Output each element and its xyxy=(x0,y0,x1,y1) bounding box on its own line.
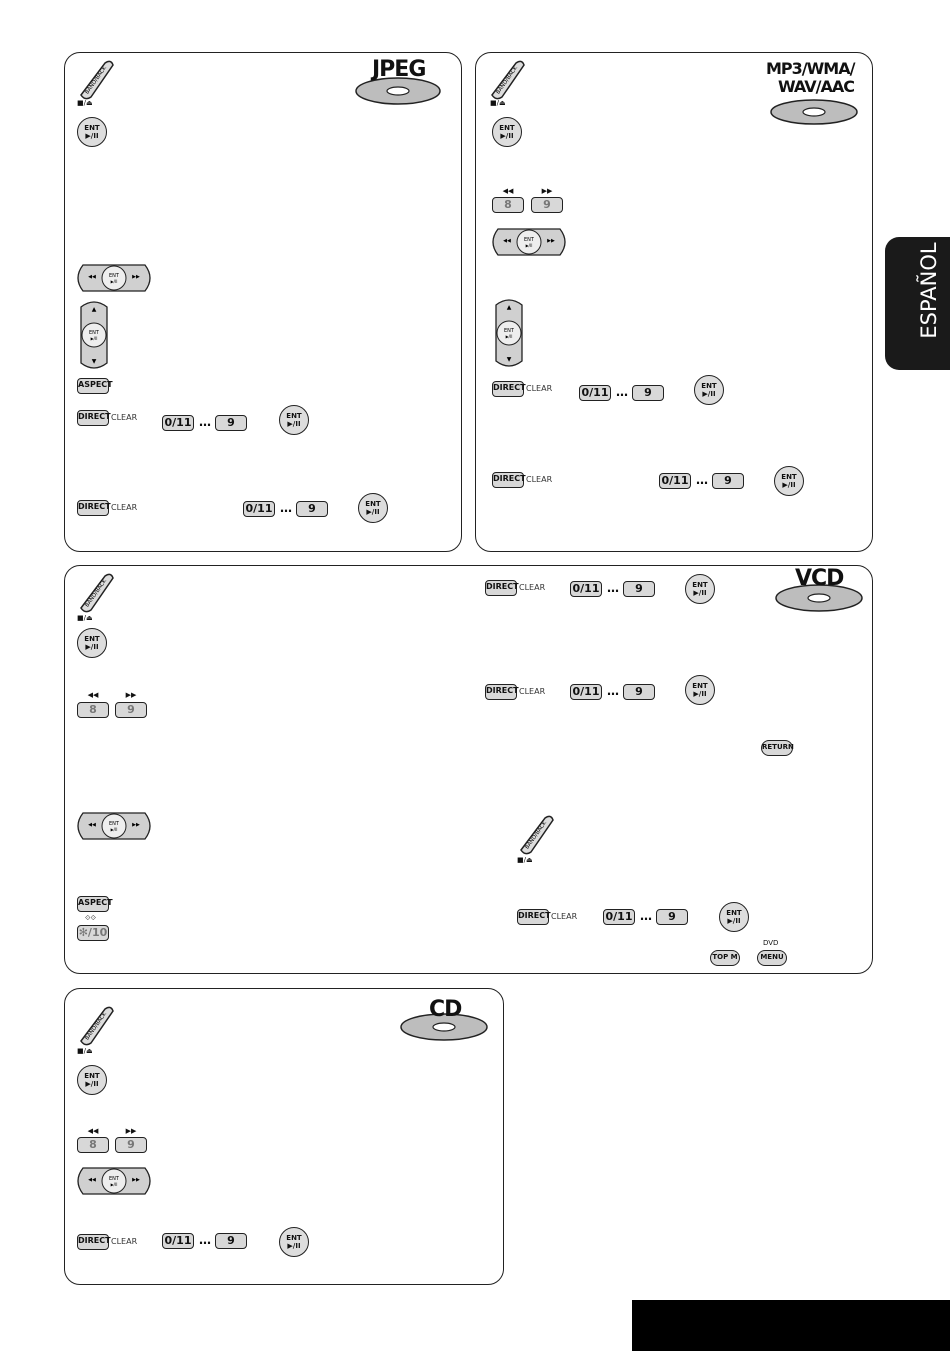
svg-text:BAND/BACK: BAND/BACK xyxy=(495,65,519,96)
key-0-11[interactable]: 0/11 xyxy=(162,1233,194,1249)
ent-label: ENT xyxy=(692,682,708,690)
key-0-11[interactable]: 0/11 xyxy=(243,501,275,517)
svg-text:▶/II: ▶/II xyxy=(110,827,118,832)
ent-label: ENT xyxy=(726,909,742,917)
band-back-button[interactable] xyxy=(75,570,119,614)
horizontal-control-pad[interactable] xyxy=(75,1164,153,1198)
svg-text:◀◀: ◀◀ xyxy=(88,1177,96,1183)
jpeg-label: JPEG xyxy=(372,57,426,82)
band-back-button[interactable] xyxy=(75,1003,119,1047)
key-9[interactable]: 9 xyxy=(623,581,655,597)
stop-eject-label: ■/⏏ xyxy=(517,856,533,864)
aspect-button[interactable]: ASPECT xyxy=(77,896,109,912)
ellipsis: … xyxy=(607,684,619,698)
svg-text:▶/II: ▶/II xyxy=(505,334,513,339)
ent-button[interactable] xyxy=(358,493,388,523)
play-pause-label: ▶/II xyxy=(500,132,514,140)
vertical-control-pad[interactable] xyxy=(492,297,526,369)
ent-button[interactable] xyxy=(719,902,749,932)
svg-text:▼: ▼ xyxy=(506,356,512,363)
play-pause-label: ▶/II xyxy=(287,1242,301,1250)
play-pause-label: ▶/II xyxy=(85,132,99,140)
band-back-button[interactable] xyxy=(486,57,530,101)
key-0-11[interactable]: 0/11 xyxy=(570,581,602,597)
ent-button[interactable] xyxy=(685,675,715,705)
svg-text:▲: ▲ xyxy=(506,304,512,311)
clear-label: CLEAR xyxy=(519,583,546,592)
next-arrows-label: ▶▶ xyxy=(541,187,553,195)
svg-text:▶▶: ▶▶ xyxy=(547,238,555,244)
stop-eject-label: ■/⏏ xyxy=(77,614,93,622)
svg-text:ENT: ENT xyxy=(109,273,119,279)
svg-text:▲: ▲ xyxy=(91,306,97,313)
ellipsis: … xyxy=(616,385,628,399)
panel-vcd xyxy=(64,565,873,974)
key-9[interactable]: 9 xyxy=(215,415,247,431)
svg-text:ENT: ENT xyxy=(109,821,119,827)
prev-arrows-label: ◀◀ xyxy=(502,187,514,195)
direct-button[interactable]: DIRECT xyxy=(492,472,524,488)
ent-button[interactable] xyxy=(492,117,522,147)
key-9[interactable]: 9 xyxy=(215,1233,247,1249)
svg-text:▶▶: ▶▶ xyxy=(132,1177,140,1183)
key-9[interactable]: 9 xyxy=(296,501,328,517)
language-tab xyxy=(885,237,950,370)
clear-label: CLEAR xyxy=(551,912,578,921)
key-0-11[interactable]: 0/11 xyxy=(659,473,691,489)
play-pause-label: ▶/II xyxy=(287,420,301,428)
clear-label: CLEAR xyxy=(519,687,546,696)
key-0-11[interactable]: 0/11 xyxy=(162,415,194,431)
svg-text:BAND/BACK: BAND/BACK xyxy=(84,578,108,609)
direct-button[interactable]: DIRECT xyxy=(77,500,109,516)
key-8[interactable]: 8 xyxy=(492,197,524,213)
svg-text:BAND/BACK: BAND/BACK xyxy=(524,820,548,851)
ellipsis: … xyxy=(199,415,211,429)
panel-jpeg xyxy=(64,52,462,552)
panel-cd xyxy=(64,988,504,1285)
key-8[interactable]: 8 xyxy=(77,1137,109,1153)
key-9[interactable]: 9 xyxy=(623,684,655,700)
key-0-11[interactable]: 0/11 xyxy=(579,385,611,401)
prev-arrows-label: ◀◀ xyxy=(87,1127,99,1135)
stop-eject-label: ■/⏏ xyxy=(77,99,93,107)
svg-text:▶▶: ▶▶ xyxy=(132,274,140,280)
key-9[interactable]: 9 xyxy=(531,197,563,213)
svg-text:◀◀: ◀◀ xyxy=(88,274,96,280)
ent-label: ENT xyxy=(781,473,797,481)
stop-eject-label: ■/⏏ xyxy=(77,1047,93,1055)
ent-label: ENT xyxy=(84,1072,100,1080)
mp3-label-line2: WAV/AAC xyxy=(778,77,854,96)
clear-label: CLEAR xyxy=(111,1237,138,1246)
ent-label: ENT xyxy=(286,412,302,420)
mp3-label-line1: MP3/WMA/ xyxy=(766,59,855,78)
vcd-label: VCD xyxy=(795,566,844,591)
mp3-disc-icon xyxy=(770,97,858,127)
svg-text:ENT: ENT xyxy=(504,328,514,334)
ent-label: ENT xyxy=(286,1234,302,1242)
horizontal-control-pad[interactable] xyxy=(75,809,153,843)
ent-label: ENT xyxy=(84,124,100,132)
dvd-label: DVD xyxy=(763,939,779,947)
page-corner-block xyxy=(632,1300,950,1351)
svg-text:ENT: ENT xyxy=(89,330,99,336)
key-10[interactable]: ✻/10 xyxy=(78,926,108,939)
return-button[interactable]: RETURN xyxy=(761,740,793,756)
svg-text:▶/II: ▶/II xyxy=(110,279,118,284)
stop-eject-label: ■/⏏ xyxy=(490,99,506,107)
key-0-11[interactable]: 0/11 xyxy=(603,909,635,925)
language-tab-label: ESPAÑOL xyxy=(917,242,941,339)
key-9[interactable]: 9 xyxy=(712,473,744,489)
ent-label: ENT xyxy=(365,500,381,508)
ellipsis: … xyxy=(640,909,652,923)
play-pause-label: ▶/II xyxy=(702,390,716,398)
svg-text:▶▶: ▶▶ xyxy=(132,822,140,828)
clear-label: CLEAR xyxy=(526,384,553,393)
ent-label: ENT xyxy=(692,581,708,589)
ent-button[interactable] xyxy=(279,405,309,435)
ent-label: ENT xyxy=(701,382,717,390)
ent-label: ENT xyxy=(499,124,515,132)
prev-arrows-label: ◀◀ xyxy=(87,691,99,699)
svg-text:ENT: ENT xyxy=(524,237,534,243)
clear-label: CLEAR xyxy=(111,503,138,512)
key-9[interactable]: 9 xyxy=(115,702,147,718)
direct-button[interactable]: DIRECT xyxy=(492,381,524,397)
key-9[interactable]: 9 xyxy=(656,909,688,925)
key-9[interactable]: 9 xyxy=(115,1137,147,1153)
next-arrows-label: ▶▶ xyxy=(125,1127,137,1135)
ent-button[interactable] xyxy=(279,1227,309,1257)
svg-text:BAND/BACK: BAND/BACK xyxy=(84,1011,108,1042)
direct-button[interactable]: DIRECT xyxy=(485,684,517,700)
svg-text:▼: ▼ xyxy=(91,358,97,365)
key-0-11[interactable]: 0/11 xyxy=(570,684,602,700)
direct-button[interactable]: DIRECT xyxy=(517,909,549,925)
svg-text:BAND/BACK: BAND/BACK xyxy=(84,65,108,96)
top-menu-button[interactable]: TOP M xyxy=(710,950,740,966)
play-pause-label: ▶/II xyxy=(693,589,707,597)
ent-button[interactable] xyxy=(685,574,715,604)
svg-text:◀◀: ◀◀ xyxy=(503,238,511,244)
clear-label: CLEAR xyxy=(111,413,138,422)
ellipsis: … xyxy=(280,501,292,515)
ent-button[interactable] xyxy=(77,117,107,147)
play-pause-label: ▶/II xyxy=(782,481,796,489)
horizontal-control-pad[interactable] xyxy=(75,261,153,295)
svg-text:◀◀: ◀◀ xyxy=(88,822,96,828)
direct-button[interactable]: DIRECT xyxy=(77,1234,109,1250)
ent-button[interactable] xyxy=(694,375,724,405)
menu-button[interactable]: MENU xyxy=(757,950,787,966)
clear-label: CLEAR xyxy=(526,475,553,484)
ent-button[interactable] xyxy=(774,466,804,496)
svg-text:▶/II: ▶/II xyxy=(525,243,533,248)
direct-button[interactable]: DIRECT xyxy=(77,410,109,426)
ellipsis: … xyxy=(607,581,619,595)
band-back-button[interactable] xyxy=(75,57,119,101)
play-pause-label: ▶/II xyxy=(366,508,380,516)
svg-text:▶/II: ▶/II xyxy=(90,336,98,341)
play-pause-label: ▶/II xyxy=(727,917,741,925)
svg-text:▶/II: ▶/II xyxy=(110,1182,118,1187)
panel-mp3-wma-wav-aac xyxy=(475,52,873,552)
ellipsis: … xyxy=(199,1233,211,1247)
svg-text:ENT: ENT xyxy=(109,1176,119,1182)
horizontal-control-pad[interactable] xyxy=(490,225,568,259)
key-8[interactable]: 8 xyxy=(77,702,109,718)
ent-button[interactable] xyxy=(77,1065,107,1095)
direct-button[interactable]: DIRECT xyxy=(485,580,517,596)
ent-button[interactable] xyxy=(77,628,107,658)
play-pause-label: ▶/II xyxy=(85,1080,99,1088)
key-9[interactable]: 9 xyxy=(632,385,664,401)
ent-label: ENT xyxy=(84,635,100,643)
repeat-symbol: ⟐⟐ xyxy=(85,914,97,922)
vertical-control-pad[interactable] xyxy=(77,299,111,371)
cd-label: CD xyxy=(429,997,462,1022)
play-pause-label: ▶/II xyxy=(85,643,99,651)
play-pause-label: ▶/II xyxy=(693,690,707,698)
ellipsis: … xyxy=(696,473,708,487)
band-back-button[interactable] xyxy=(515,812,559,856)
aspect-button[interactable]: ASPECT xyxy=(77,378,109,394)
next-arrows-label: ▶▶ xyxy=(125,691,137,699)
